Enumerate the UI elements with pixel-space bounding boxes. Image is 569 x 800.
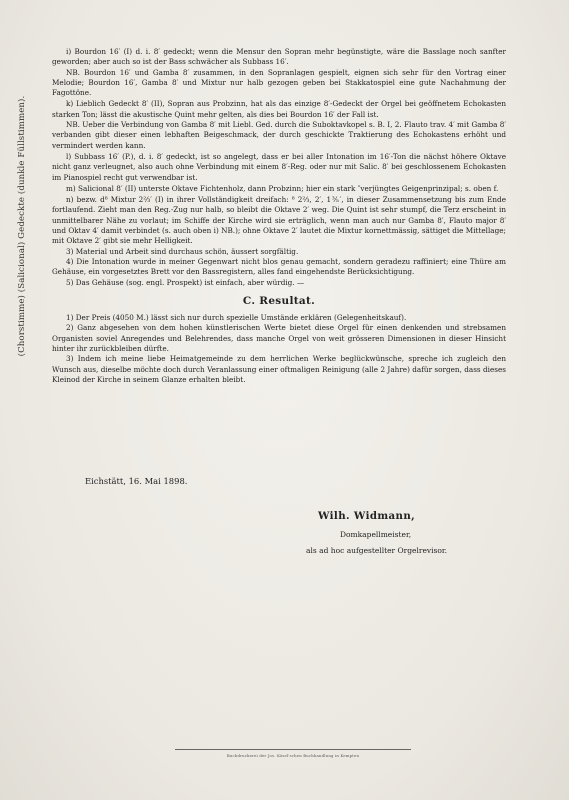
paragraph-5-gehaeuse: 5) Das Gehäuse (sog. engl. Prospekt) ist einfach, aber würdig. — <box>66 277 305 287</box>
signature-role-detail: als ad hoc aufgestellter Orgelrevisor. <box>306 546 448 555</box>
paragraph-3-material: 3) Material und Arbeit sind durchaus schön, äussert sorgfältig. <box>66 246 299 256</box>
paragraph-k-lieblich-gedeckt: k) Lieblich Gedeckt 8′ (II), Sopran aus Probzinn, hat als das einzige 8′-Gedeckt der Orgel bei geöffnetem Echokasten starken Ton; lässt die akustische Quint mehr gelten, als dies bei Bourdon 16′ der Fall ist. <box>52 99 506 119</box>
result-1-preis: 1) Der Preis (4050 M.) lässt sich nur durch spezielle Umstände erklären (Gelegenheitskauf). <box>66 313 407 323</box>
paragraph-m-salicional: m) Salicional 8′ (II) unterste Oktave Fichtenholz, dann Probzinn; hier ein stark ″verjüngtes Geigenprinzipal; s. oben f. <box>66 183 499 193</box>
paragraph-l-subbass: l) Subbass 16′ (P.), d. i. 8′ gedeckt, ist so angelegt, dass er bei aller Intonation im 16′-Ton die nächst höhere Oktave nicht ganz verleugnet, also auch ohne Verbindung mit einem 8′-Reg. oder nur mit Salic. 8′ bei geschlossenem Echokasten im Pianospiel recht gut verwendbar ist. <box>52 151 506 182</box>
side-margin-label: (Chorstimme) (Salicional) Gedeckte (dunkle Füllstimmen). <box>17 95 27 357</box>
footer-rule <box>175 749 411 750</box>
signature-role: Domkapellmeister, <box>340 530 412 539</box>
paragraph-nb-gamba-liebl: NB. Ueber die Verbindung von Gamba 8′ mit Liebl. Ged. durch die Suboktavkopel s. B. I, 2. Flauto trav. 4′ mit Gamba 8′ verbanden gibt dieser einen lebhaften Beigeschmack, der durch geschickte Traktierung des Echokastens erhöht und vermindert werden kann. <box>52 120 506 150</box>
place-date: Eichstätt, 16. Mai 1898. <box>85 476 188 486</box>
paragraph-nb-bourdon-gamba: NB. Bourdon 16′ und Gamba 8′ zusammen, in den Sopranlagen gespielt, eignen sich sehr für den Vortrag einer Melodie; Bourdon 16′, Gamba 8′ und Mixtur nur halb gezogen geben bei Stakkatospiel eine gute Nachahmung der Fagottöne. <box>52 67 506 98</box>
printer-imprint: Buchdruckerei der Jos. Kösel'schen Buchhandlung in Kempten <box>226 753 360 758</box>
result-2-wert: 2) Ganz abgesehen von dem hohen künstlerischen Werte bietet diese Orgel für einen denkenden und strebsamen Organisten soviel Anregendes und Belehrendes, dass manche Orgel von weit grösseren Dimensionen in dieser Hinsicht hinter ihr zurückbleiben dürfte. <box>52 323 506 354</box>
result-3-wunsch: 3) Indem ich meine liebe Heimatgemeinde zu dem herrlichen Werke beglückwünsche, spreche ich zugleich den Wunsch aus, dieselbe möchte doch durch Veranlassung einer oftmaligen Reinigung (alle 2 Jahre) dafür sorgen, dass dieses Kleinod der Kirche in seinem Glanze erhalten bleibt. <box>52 354 506 384</box>
document-body <box>52 47 506 385</box>
signature-name: Wilh. Widmann, <box>318 510 416 522</box>
paragraph-4-intonation: 4) Die Intonation wurde in meiner Gegenwart nicht blos genau gemacht, sondern geradezu raffiniert; eine Thüre am Gehäuse, ein vorgesetztes Brett vor den Bassregistern, alles fand eingehendste Berücksichtigung. <box>52 256 506 277</box>
paragraph-i-bourdon: i) Bourdon 16′ (I) d. i. 8′ gedeckt; wenn die Mensur den Sopran mehr begünstigte, wäre die Basslage noch sanfter geworden; aber auch so ist der Bass schwächer als Subbass 16′. <box>52 47 506 67</box>
section-heading-resultat: C. Resultat. <box>242 294 316 307</box>
paragraph-n-mixtur: n) bezw. d⁸ Mixtur 2⅔′ (I) in ihrer Vollständigkeit dreifach: ⁸ 2⅔, 2′, 1⅗′, in dieser Zusammensetzung bis zum Ende fortlaufend. Zieht man den Reg.-Zug nur halb, so bleibt die Oktave 2′ weg. Die Quint ist sehr stumpf, die Terz erscheint in unmittelbarer Nähe zu vorlaut; im Schiffe der Kirche wird sie erträglich, wenn man auch nur Gamba 8′, Flauto major 8′ und Oktav 4′ damit verbindet (s. auch oben i) NB.); ohne Oktave 2′ lautet die Mixtur kornettmässig, sättiget die Mittellage; mit Oktave 2′ gibt sie mehr Helligkeit. <box>52 195 506 246</box>
